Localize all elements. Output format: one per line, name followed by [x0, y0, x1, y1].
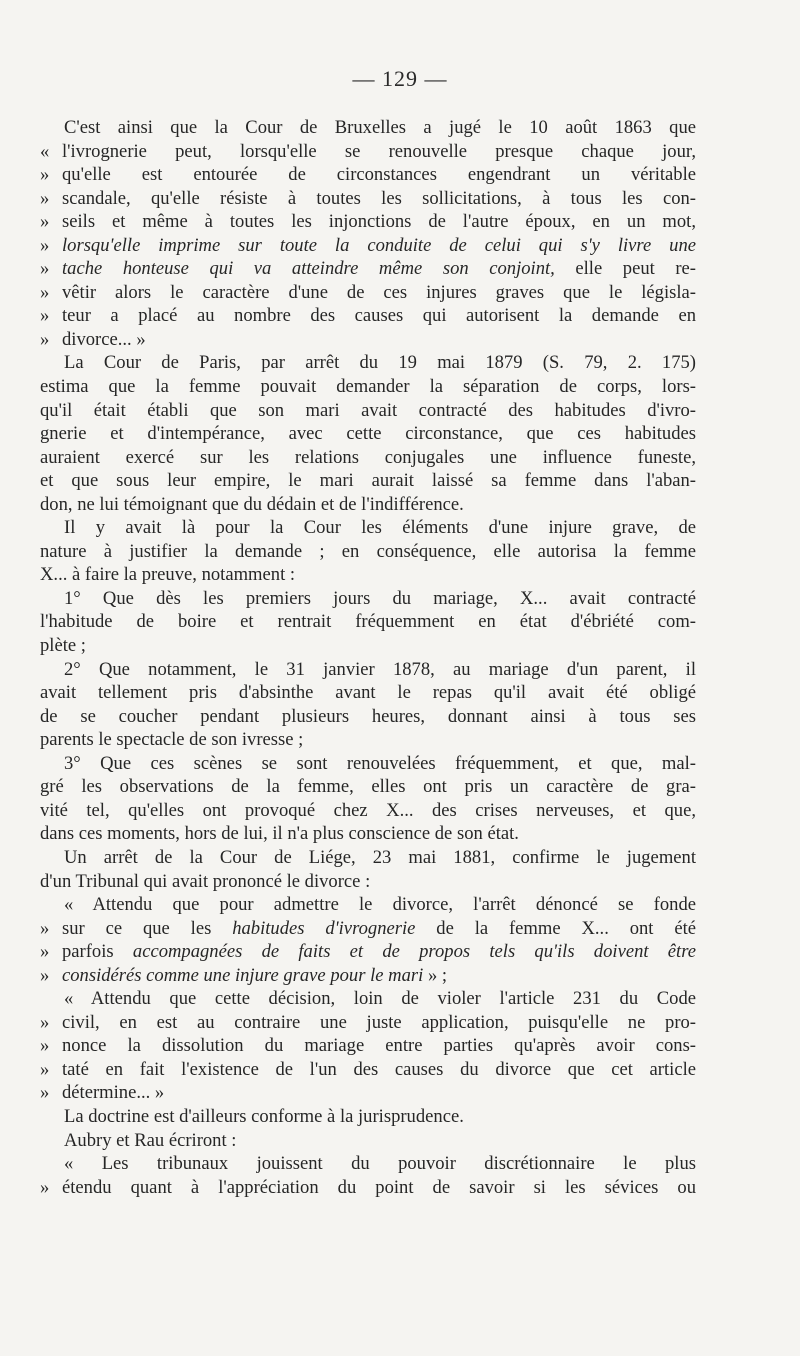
- line-text: tache honteuse qui va atteindre même son conjoint,: [62, 258, 555, 280]
- line-text: de se coucher pendant plusieurs heures, donnant ainsi à tous ses: [40, 705, 696, 727]
- quote-mark: »: [40, 281, 50, 303]
- text-line: [40, 681, 696, 705]
- text-line: [40, 705, 696, 729]
- line-text-italic: habitudes d'ivrognerie: [232, 917, 416, 939]
- text-line: [40, 1176, 696, 1200]
- text-line: [40, 469, 696, 493]
- text-line: [40, 516, 696, 540]
- quote-mark: »: [40, 164, 50, 186]
- line-text: scandale, qu'elle résiste à toutes les sollicitations, à tous les con-: [62, 187, 696, 209]
- line-text: 2° Que notamment, le 31 janvier 1878, au mariage d'un parent, il: [64, 658, 696, 680]
- text-line: [40, 163, 696, 187]
- line-text: C'est ainsi que la Cour de Bruxelles a jugé le 10 août 1863 que: [64, 117, 696, 138]
- quote-mark: »: [40, 1011, 50, 1033]
- text-line: [40, 587, 696, 611]
- text-line: [40, 917, 696, 941]
- line-text: « Les tribunaux jouissent du pouvoir discrétionnaire le plus: [64, 1153, 696, 1175]
- line-text: Un arrêt de la Cour de Liége, 23 mai 1881, confirme le jugement: [64, 846, 696, 868]
- line-text: étendu quant à l'appréciation du point de savoir si les sévices ou: [62, 1176, 696, 1198]
- quote-mark: »: [40, 917, 50, 939]
- text-line: [40, 493, 696, 517]
- line-text: teur a placé au nombre des causes qui autorisent la demande en: [62, 305, 696, 327]
- text-line: [40, 658, 696, 682]
- quote-mark: »: [40, 234, 50, 256]
- text-line: [40, 116, 696, 140]
- quote-mark: «: [40, 140, 50, 162]
- text-line: [40, 563, 696, 587]
- text-line: [40, 893, 696, 917]
- quote-mark: »: [40, 211, 50, 233]
- line-text: taté en fait l'existence de l'un des causes du divorce que cet article: [62, 1058, 696, 1080]
- line-text: et que sous leur empire, le mari aurait laissé sa femme dans l'aban-: [40, 470, 696, 492]
- quote-mark: »: [40, 1176, 50, 1198]
- text-line: [40, 1058, 696, 1082]
- line-text: 1° Que dès les premiers jours du mariage, X... avait contracté: [64, 587, 696, 609]
- quote-mark: »: [40, 964, 50, 986]
- text-line: [40, 610, 696, 634]
- quote-mark: »: [40, 328, 50, 350]
- line-text: 3° Que ces scènes se sont renouvelées fréquemment, et que, mal-: [64, 752, 696, 774]
- text-line: [40, 187, 696, 211]
- line-text: d'un Tribunal qui avait prononcé le divorce :: [40, 870, 371, 892]
- line-text: seils et même à toutes les injonctions de l'autre époux, en un mot,: [62, 211, 696, 233]
- line-text: qu'il était établi que son mari avait contracté des habitudes d'ivro-: [40, 399, 696, 421]
- line-text: lorsqu'elle imprime sur toute la conduite de celui qui s'y livre une: [62, 234, 696, 256]
- text-line: [40, 775, 696, 799]
- line-text-italic: accompagnées de faits et de propos tels qu'ils doivent être: [132, 941, 697, 963]
- line-text: parents le spectacle de son ivresse ;: [40, 729, 304, 751]
- line-text: détermine... »: [62, 1082, 165, 1104]
- line-text: La doctrine est d'ailleurs conforme à la jurisprudence.: [64, 1105, 464, 1127]
- text-line: [40, 140, 696, 164]
- line-text: avait tellement pris d'absinthe avant le repas qu'il avait été obligé: [40, 682, 696, 704]
- line-text-tail: elle peut re-: [554, 258, 696, 280]
- line-text: don, ne lui témoignant que du dédain et de l'indifférence.: [40, 493, 464, 515]
- text-line: [40, 964, 696, 988]
- text-line: [40, 1129, 696, 1153]
- text-line: [40, 1152, 696, 1176]
- line-text-tail: de la femme X... ont été: [415, 917, 697, 939]
- text-line: [40, 328, 696, 352]
- text-line: [40, 234, 696, 258]
- line-text: nonce la dissolution du mariage entre parties qu'après avoir cons-: [62, 1035, 696, 1057]
- text-line: [40, 422, 696, 446]
- line-text: plète ;: [40, 635, 86, 657]
- line-text: l'ivrognerie peut, lorsqu'elle se renouvelle presque chaque jour,: [62, 140, 696, 162]
- quote-mark: »: [40, 941, 50, 963]
- quote-mark: »: [40, 1058, 50, 1080]
- line-text: sur ce que les: [62, 917, 233, 939]
- line-text: civil, en est au contraire une juste application, puisqu'elle ne pro-: [62, 1011, 696, 1033]
- line-text-tail: » ;: [423, 964, 448, 986]
- line-text: divorce... »: [62, 328, 146, 350]
- text-line: [40, 281, 696, 305]
- text-line: [40, 399, 696, 423]
- line-text: gré les observations de la femme, elles ont pris un caractère de gra-: [40, 776, 696, 798]
- line-text: parfois: [62, 941, 133, 963]
- quote-mark: »: [40, 258, 50, 280]
- text-line: [40, 940, 696, 964]
- text-line: [40, 1105, 696, 1129]
- text-line: [40, 1011, 696, 1035]
- text-line: [40, 752, 696, 776]
- page-number: — 129 —: [352, 66, 448, 91]
- line-text: qu'elle est entourée de circonstances engendrant un véritable: [62, 164, 696, 186]
- quote-mark: »: [40, 187, 50, 209]
- text-line: [40, 351, 696, 375]
- text-line: [40, 375, 696, 399]
- line-text: vêtir alors le caractère d'une de ces injures graves que le législa-: [62, 281, 696, 303]
- text-line: [40, 870, 696, 894]
- line-text: vité tel, qu'elles ont provoqué chez X... des crises nerveuses, et que,: [40, 799, 696, 821]
- text-line: [40, 446, 696, 470]
- quote-mark: »: [40, 1035, 50, 1057]
- text-line: [40, 304, 696, 328]
- text-line: [40, 846, 696, 870]
- text-line: [40, 634, 696, 658]
- line-text: « Attendu que pour admettre le divorce, l'arrêt dénoncé se fonde: [64, 894, 696, 916]
- text-line: [40, 1081, 696, 1105]
- line-text: considérés comme une injure grave pour le mari: [62, 964, 424, 986]
- line-text: X... à faire la preuve, notamment :: [40, 564, 296, 586]
- text-line: [40, 210, 696, 234]
- text-line: [40, 799, 696, 823]
- line-text: nature à justifier la demande ; en conséquence, elle autorisa la femme: [40, 540, 696, 562]
- line-text: « Attendu que cette décision, loin de violer l'article 231 du Code: [64, 988, 696, 1010]
- text-line: [40, 1034, 696, 1058]
- line-text: estima que la femme pouvait demander la séparation de corps, lors-: [40, 376, 696, 398]
- line-text: Il y avait là pour la Cour les éléments d'une injure grave, de: [64, 517, 696, 539]
- line-text: dans ces moments, hors de lui, il n'a plus conscience de son état.: [40, 823, 519, 845]
- quote-mark: »: [40, 305, 50, 327]
- line-text: La Cour de Paris, par arrêt du 19 mai 1879 (S. 79, 2. 175): [64, 352, 696, 374]
- line-text: l'habitude de boire et rentrait fréquemment en état d'ébriété com-: [40, 611, 696, 633]
- text-line: [40, 728, 696, 752]
- text-line: [40, 257, 696, 281]
- text-line: [40, 822, 696, 846]
- body-text: [40, 116, 696, 1199]
- line-text: auraient exercé sur les relations conjugales une influence funeste,: [40, 446, 696, 468]
- text-line: [40, 987, 696, 1011]
- line-text: Aubry et Rau écriront :: [64, 1129, 237, 1151]
- quote-mark: »: [40, 1082, 50, 1104]
- line-text: gnerie et d'intempérance, avec cette circonstance, que ces habitudes: [40, 423, 696, 445]
- text-line: [40, 540, 696, 564]
